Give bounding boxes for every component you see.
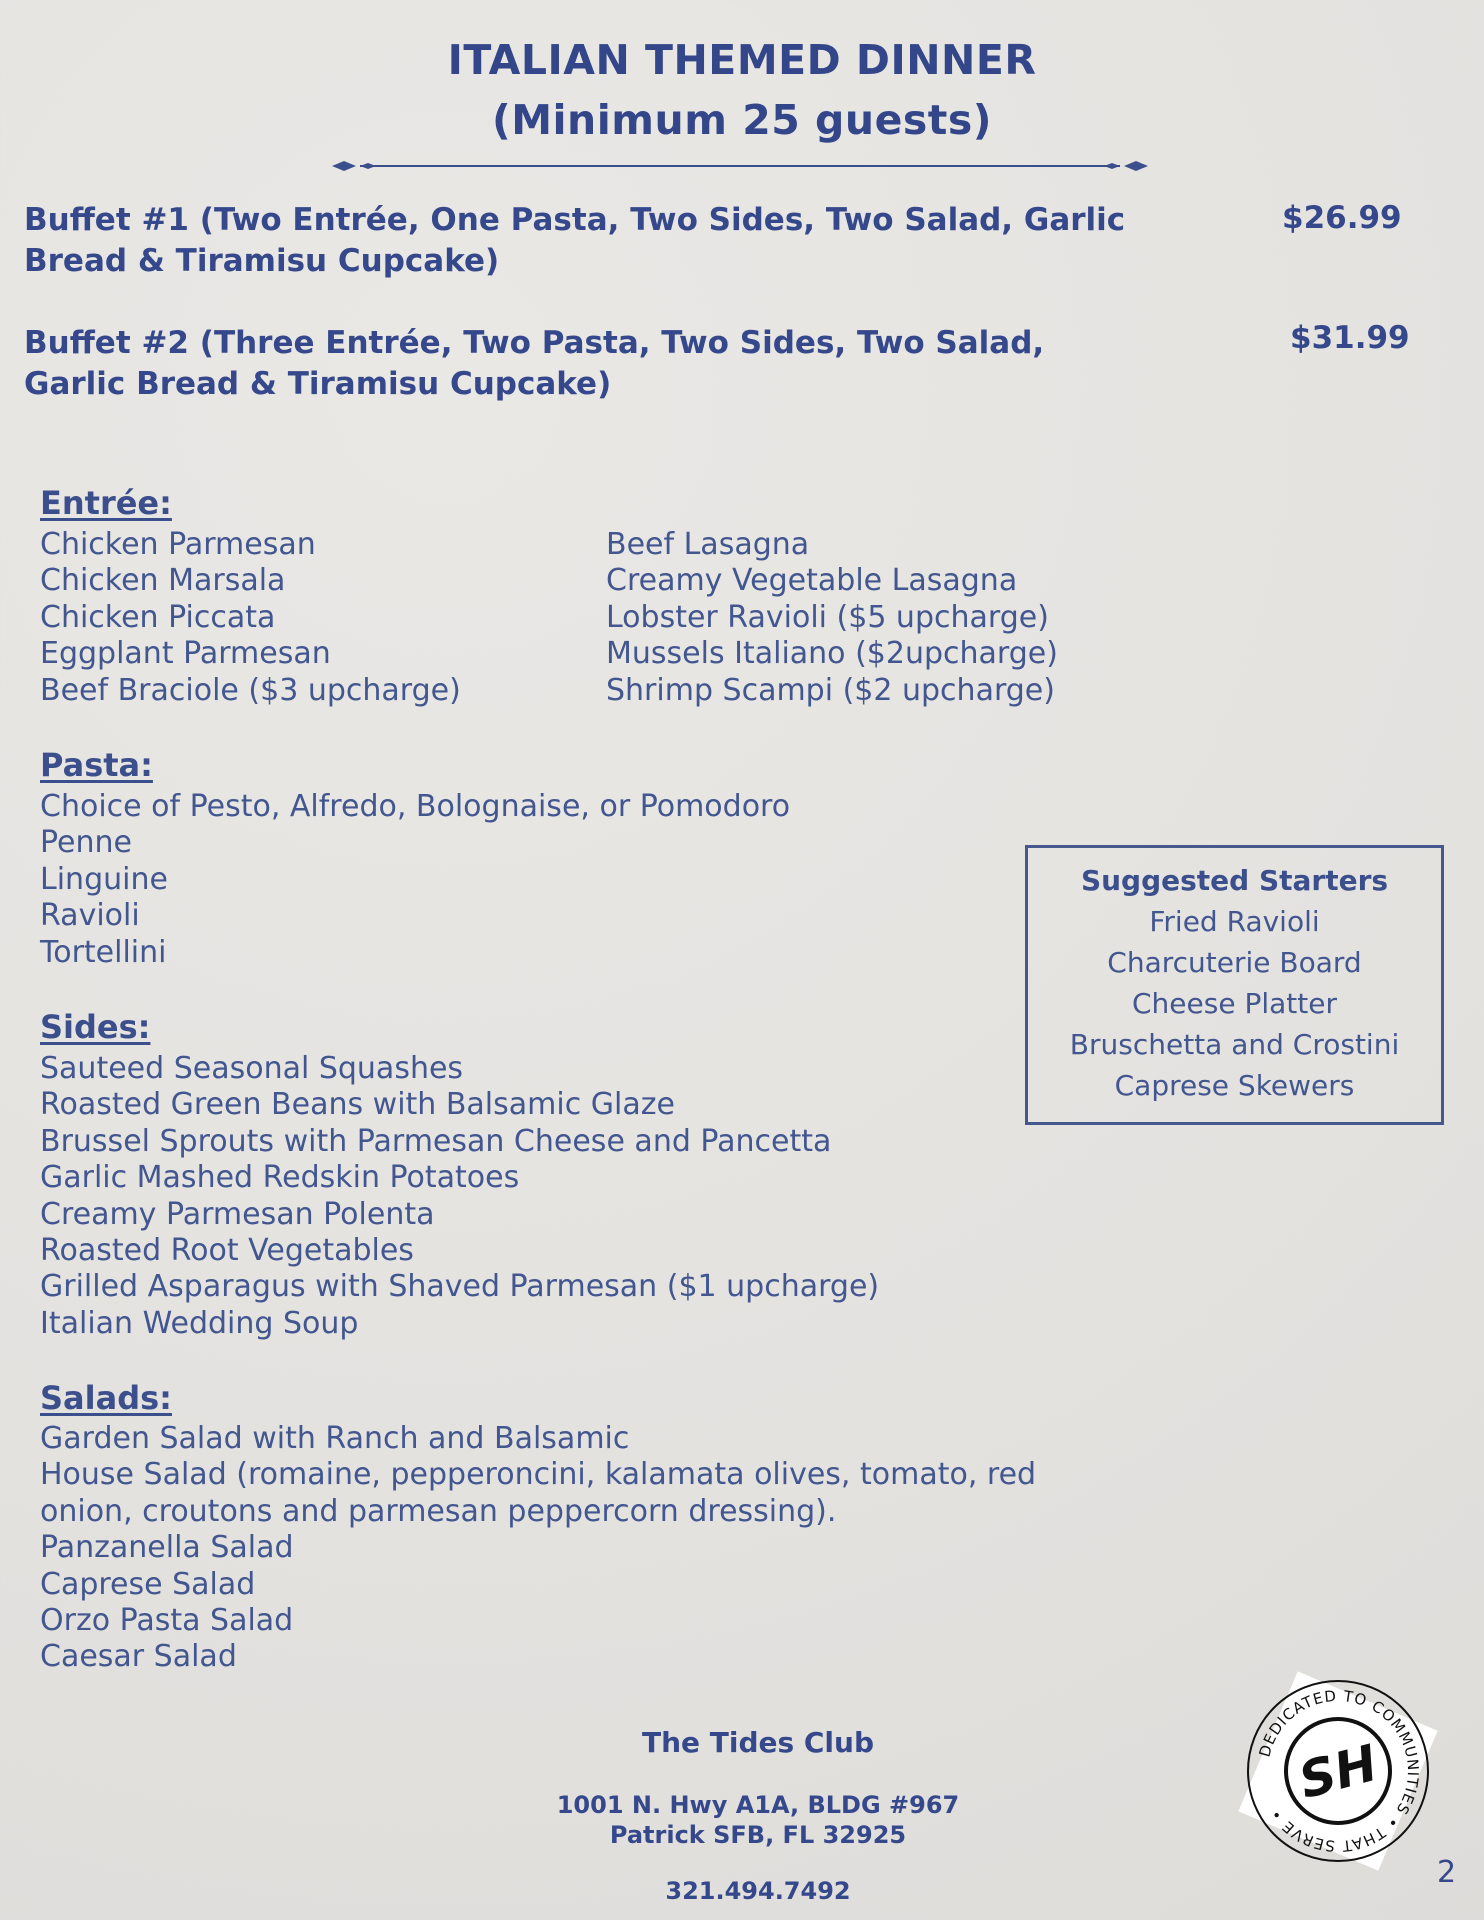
pasta-heading: Pasta: — [40, 746, 153, 784]
list-item: Penne — [40, 825, 132, 861]
list-item: Ravioli — [40, 898, 140, 934]
entree-heading: Entrée: — [40, 484, 172, 522]
entree-list-right — [606, 527, 1058, 709]
list-item: Chicken Parmesan — [40, 527, 316, 562]
address-line2: Patrick SFB, FL 32925 — [609, 1821, 907, 1849]
list-item: Bruschetta and Crostini — [1069, 1028, 1400, 1061]
list-item: Tortellini — [40, 934, 167, 970]
list-item: Caesar Salad — [40, 1639, 237, 1675]
list-item: Choice of Pesto, Alfredo, Bolognaise, or Pomodoro — [40, 789, 791, 824]
list-item: Sauteed Seasonal Squashes — [40, 1051, 464, 1086]
list-item: Lobster Ravioli ($5 upcharge) — [606, 599, 1049, 635]
list-item: Roasted Green Beans with Balsamic Glaze — [40, 1087, 675, 1123]
list-item: Charcuterie Board — [1107, 946, 1362, 979]
list-item: Cheese Platter — [1132, 987, 1337, 1020]
list-item: Eggplant Parmesan — [40, 636, 331, 672]
seal-logo — [1232, 1665, 1444, 1877]
buffet-1-price: $26.99 — [1282, 200, 1402, 236]
list-item: Caprese Skewers — [1114, 1069, 1355, 1102]
seal-monogram: SH — [1293, 1733, 1384, 1811]
suggested-starters-box — [1025, 845, 1444, 1125]
menu-title: ITALIAN THEMED DINNER — [447, 36, 1037, 84]
seal-ring-text: DEDICATED TO COMMUNITIES • THAT SERVE • — [1255, 1686, 1423, 1856]
buffet-2-line2: Garlic Bread & Tiramisu Cupcake) — [24, 366, 612, 402]
address-line1: 1001 N. Hwy A1A, BLDG #967 — [556, 1791, 960, 1819]
list-item: Chicken Piccata — [40, 599, 276, 635]
list-item: Roasted Root Vegetables — [40, 1233, 414, 1269]
list-item: onion, croutons and parmesan peppercorn dressing). — [40, 1493, 837, 1529]
list-item: Beef Lasagna — [606, 527, 810, 562]
sides-heading: Sides: — [40, 1008, 151, 1046]
buffet-1-line1: Buffet #1 (Two Entrée, One Pasta, Two Sides, Two Salad, Garlic — [24, 202, 1126, 238]
list-item: Chicken Marsala — [40, 563, 286, 599]
salads-list — [40, 1421, 1036, 1676]
list-item: Shrimp Scampi ($2 upcharge) — [606, 672, 1055, 708]
page-number: 2 — [1437, 1855, 1457, 1890]
club-name: The Tides Club — [641, 1726, 875, 1759]
pasta-list — [40, 789, 790, 971]
ornamental-divider — [330, 159, 1150, 173]
entree-list-left — [40, 527, 461, 709]
salads-heading: Salads: — [40, 1379, 172, 1417]
buffet-2 — [24, 323, 1224, 405]
list-item: Mussels Italiano ($2upcharge) — [606, 636, 1058, 672]
list-item: Creamy Parmesan Polenta — [40, 1196, 435, 1232]
starters-title: Suggested Starters — [1080, 864, 1389, 897]
list-item: Brussel Sprouts with Parmesan Cheese and Pancetta — [40, 1123, 832, 1159]
list-item: Panzanella Salad — [40, 1530, 294, 1566]
list-item: Orzo Pasta Salad — [40, 1603, 294, 1639]
phone-number: 321.494.7492 — [665, 1877, 851, 1905]
list-item: Fried Ravioli — [1149, 905, 1320, 938]
buffet-2-line1: Buffet #2 (Three Entrée, Two Pasta, Two Sides, Two Salad, — [24, 325, 1045, 361]
buffet-2-price: $31.99 — [1290, 320, 1410, 356]
sides-list — [40, 1051, 879, 1342]
list-item: Caprese Salad — [40, 1566, 256, 1602]
list-item: Italian Wedding Soup — [40, 1305, 359, 1341]
buffet-1-line2: Bread & Tiramisu Cupcake) — [24, 243, 500, 279]
buffet-1 — [24, 200, 1224, 282]
list-item: House Salad (romaine, pepperoncini, kalamata olives, tomato, red — [40, 1457, 1037, 1493]
list-item: Creamy Vegetable Lasagna — [606, 563, 1018, 599]
list-item: Linguine — [40, 861, 168, 897]
list-item: Garlic Mashed Redskin Potatoes — [40, 1160, 520, 1196]
list-item: Grilled Asparagus with Shaved Parmesan ($1 upcharge) — [40, 1269, 880, 1305]
list-item: Beef Braciole ($3 upcharge) — [40, 672, 461, 708]
menu-subtitle: (Minimum 25 guests) — [491, 96, 993, 144]
list-item: Garden Salad with Ranch and Balsamic — [40, 1421, 630, 1456]
